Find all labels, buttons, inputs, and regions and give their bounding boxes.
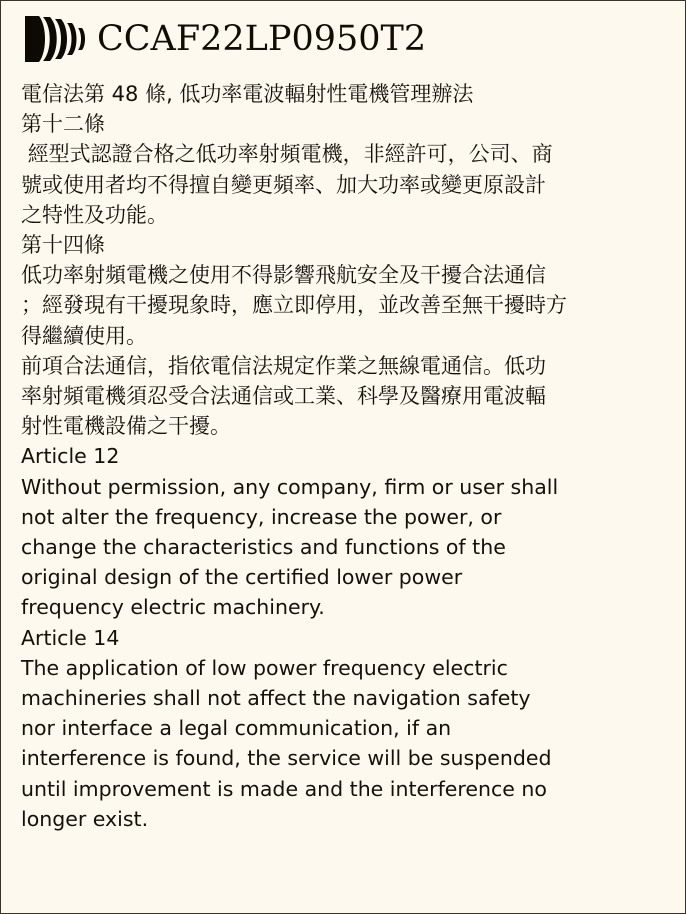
en-line: original design of the certified lower power (21, 565, 463, 590)
zh-line: 號或使用者均不得擅自變更頻率、加大功率或變更原設計 (21, 172, 546, 197)
label-header (1, 1, 685, 63)
en-line: Article 14 (21, 625, 120, 650)
zh-line: 低功率射頻電機之使用不得影響飛航安全及干擾合法通信 (21, 263, 546, 288)
zh-line: 之特性及功能。 (21, 202, 168, 227)
en-line: nor interface a legal communication, if an (21, 716, 452, 741)
certification-id: CCAF22LP0950T2 (97, 18, 427, 59)
zh-line: 第十二條 (21, 112, 105, 137)
en-line: frequency electric machinery. (21, 595, 325, 620)
ncc-waves-logo-icon (23, 14, 95, 64)
en-line: Article 12 (21, 444, 120, 469)
zh-line: 前項合法通信，指依電信法規定作業之無線電通信。低功 (21, 353, 546, 378)
zh-line: 經型式認證合格之低功率射頻電機，非經許可，公司、商 (21, 142, 553, 167)
zh-line: 射性電機設備之干擾。 (21, 414, 231, 439)
zh-line: 率射頻電機須忍受合法通信或工業、科學及醫療用電波輻 (21, 384, 546, 409)
zh-line: 第十四條 (21, 233, 105, 258)
regulatory-text-body (1, 63, 685, 834)
en-line: longer exist. (21, 806, 149, 831)
en-line: not alter the frequency, increase the power, or (21, 504, 502, 529)
zh-line: ；經發現有干擾現象時，應立即停用，並改善至無干擾時方 (21, 293, 567, 318)
en-line: The application of low power frequency electric (21, 655, 508, 680)
en-line: interference is found, the service will be suspended (21, 746, 552, 771)
en-line: change the characteristics and functions of the (21, 535, 506, 560)
en-line: machineries shall not affect the navigation safety (21, 686, 531, 711)
en-line: Without permission, any company, firm or user shall (21, 474, 559, 499)
en-line: until improvement is made and the interference no (21, 776, 547, 801)
zh-line: 得繼續使用。 (21, 323, 147, 348)
zh-line: 電信法第 48 條, 低功率電波輻射性電機管理辦法 (21, 82, 474, 106)
